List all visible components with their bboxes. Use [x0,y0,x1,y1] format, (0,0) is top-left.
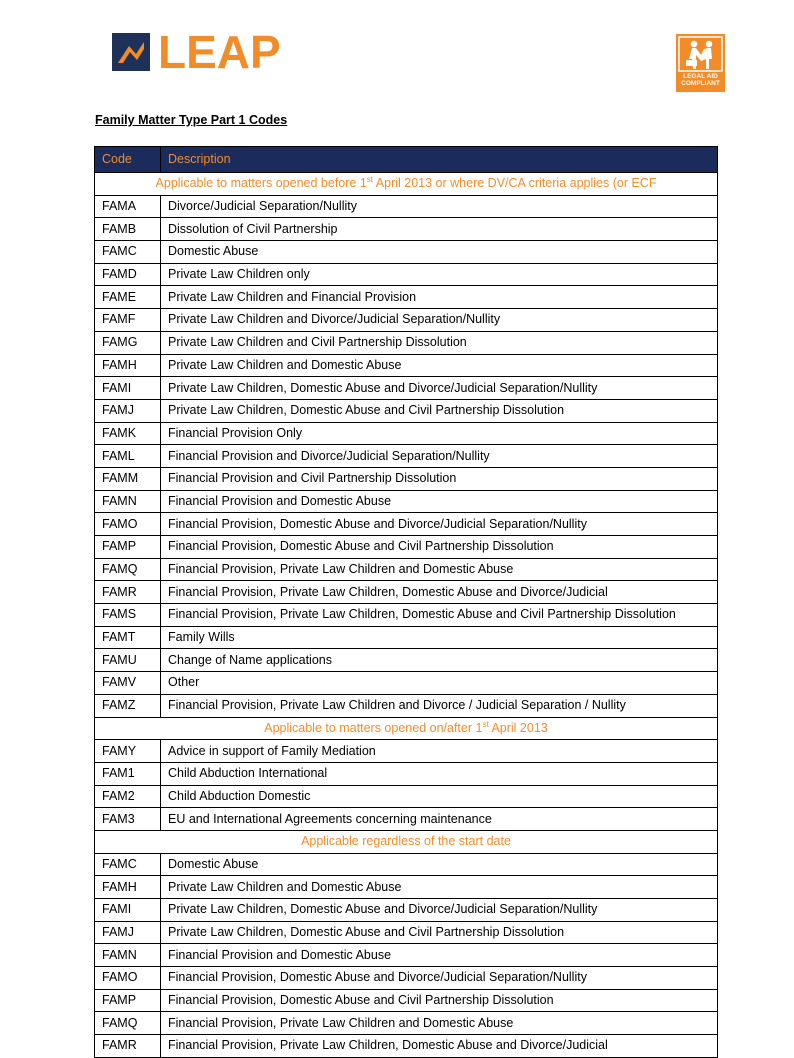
code-cell: FAM1 [95,762,161,785]
description-cell: Private Law Children, Domestic Abuse and Divorce/Judicial Separation/Nullity [161,899,718,922]
code-cell: FAM2 [95,785,161,808]
table-row [95,309,718,332]
code-cell: FAMQ [95,1012,161,1035]
table-row [95,785,718,808]
code-cell: FAMV [95,672,161,695]
code-cell: FAML [95,445,161,468]
description-cell: EU and International Agreements concerning maintenance [161,808,718,831]
description-cell: Financial Provision and Domestic Abuse [161,944,718,967]
description-cell: Private Law Children and Domestic Abuse [161,354,718,377]
description-cell: Other [161,672,718,695]
description-cell: Financial Provision, Private Law Children, Domestic Abuse and Divorce/Judicial [161,581,718,604]
table-row [95,422,718,445]
description-cell: Financial Provision Only [161,422,718,445]
table-row [95,1035,718,1058]
code-cell: FAMA [95,195,161,218]
description-cell: Change of Name applications [161,649,718,672]
description-cell: Financial Provision, Private Law Children, Domestic Abuse and Divorce/Judicial [161,1035,718,1058]
table-row [95,944,718,967]
table-row [95,263,718,286]
code-cell: FAMK [95,422,161,445]
section-heading [95,717,718,740]
table-row [95,876,718,899]
description-cell: Financial Provision, Private Law Children and Domestic Abuse [161,1012,718,1035]
description-cell: Child Abduction International [161,762,718,785]
table-row [95,853,718,876]
description-cell: Private Law Children and Divorce/Judicial Separation/Nullity [161,309,718,332]
table-row [95,399,718,422]
column-header-description: Description [161,147,718,173]
code-cell: FAM3 [95,808,161,831]
description-cell: Financial Provision, Domestic Abuse and Divorce/Judicial Separation/Nullity [161,513,718,536]
code-cell: FAMR [95,581,161,604]
code-cell: FAMH [95,876,161,899]
table-row [95,808,718,831]
legal-aid-figures-icon [677,35,724,73]
codes-table-body [95,173,718,1058]
description-cell: Dissolution of Civil Partnership [161,218,718,241]
table-row [95,604,718,627]
leap-logo-text: LEAP [158,26,281,78]
table-row [95,490,718,513]
description-cell: Financial Provision and Civil Partnership Dissolution [161,467,718,490]
code-cell: FAMM [95,467,161,490]
code-cell: FAMB [95,218,161,241]
code-cell: FAMF [95,309,161,332]
leap-logo [112,26,296,78]
table-row [95,218,718,241]
code-cell: FAMC [95,241,161,264]
section-heading-text: Applicable to matters opened before 1 [155,176,367,191]
table-row [95,377,718,400]
code-cell: FAMC [95,853,161,876]
description-cell: Domestic Abuse [161,853,718,876]
table-row [95,445,718,468]
description-cell: Private Law Children, Domestic Abuse and Civil Partnership Dissolution [161,921,718,944]
description-cell: Private Law Children and Financial Provision [161,286,718,309]
code-cell: FAMU [95,649,161,672]
code-cell: FAMQ [95,558,161,581]
description-cell: Financial Provision, Private Law Children, Domestic Abuse and Civil Partnership Dissolution [161,604,718,627]
code-cell: FAMI [95,899,161,922]
code-cell: FAMI [95,377,161,400]
section-heading-ordinal: st [366,175,374,185]
code-cell: FAMO [95,513,161,536]
leap-logo-mark-icon [112,33,150,71]
code-cell: FAMN [95,944,161,967]
section-heading-text: Applicable regardless of the start date [301,834,511,849]
description-cell: Private Law Children and Domestic Abuse [161,876,718,899]
description-cell: Private Law Children, Domestic Abuse and Divorce/Judicial Separation/Nullity [161,377,718,400]
code-cell: FAMP [95,536,161,559]
table-row [95,967,718,990]
code-cell: FAMJ [95,399,161,422]
section-heading-ordinal: st [482,719,489,729]
code-cell: FAMS [95,604,161,627]
table-row [95,694,718,717]
code-cell: FAMP [95,989,161,1012]
table-row [95,899,718,922]
page-title: Family Matter Type Part 1 Codes [95,113,288,127]
table-row [95,989,718,1012]
description-cell: Financial Provision, Private Law Children and Divorce / Judicial Separation / Nullity [161,694,718,717]
legal-aid-compliant-badge [676,34,725,92]
section-heading-text: Applicable to matters opened on/after 1 [264,720,483,735]
description-cell: Private Law Children only [161,263,718,286]
table-row [95,626,718,649]
code-cell: FAMN [95,490,161,513]
code-cell: FAME [95,286,161,309]
description-cell: Domestic Abuse [161,241,718,264]
description-cell: Family Wills [161,626,718,649]
description-cell: Divorce/Judicial Separation/Nullity [161,195,718,218]
table-row [95,241,718,264]
table-row [95,513,718,536]
code-cell: FAMD [95,263,161,286]
badge-label [676,73,725,87]
table-row [95,467,718,490]
table-row [95,536,718,559]
code-cell: FAMG [95,331,161,354]
badge-line-2: COMPLIANT [681,80,720,87]
section-heading-text-end: April 2013 [488,720,548,735]
section-heading-row [95,830,718,853]
table-row [95,195,718,218]
description-cell: Financial Provision and Divorce/Judicial Separation/Nullity [161,445,718,468]
table-row [95,558,718,581]
table-row [95,762,718,785]
description-cell: Child Abduction Domestic [161,785,718,808]
description-cell: Financial Provision, Domestic Abuse and Civil Partnership Dissolution [161,989,718,1012]
section-heading [95,830,718,853]
table-row [95,672,718,695]
code-cell: FAMY [95,740,161,763]
code-cell: FAMR [95,1035,161,1058]
column-header-code: Code [95,147,161,173]
code-cell: FAMZ [95,694,161,717]
description-cell: Financial Provision, Private Law Children and Domestic Abuse [161,558,718,581]
description-cell: Advice in support of Family Mediation [161,740,718,763]
section-heading [95,173,718,196]
section-heading-row [95,717,718,740]
description-cell: Financial Provision, Domestic Abuse and Divorce/Judicial Separation/Nullity [161,967,718,990]
table-row [95,286,718,309]
section-heading-text-end: April 2013 or where DV/CA criteria applies (or ECF [373,176,657,191]
section-heading-row [95,173,718,196]
table-row [95,740,718,763]
table-row [95,331,718,354]
code-cell: FAMO [95,967,161,990]
table-row [95,354,718,377]
description-cell: Financial Provision and Domestic Abuse [161,490,718,513]
table-row [95,649,718,672]
table-row [95,581,718,604]
description-cell: Private Law Children, Domestic Abuse and Civil Partnership Dissolution [161,399,718,422]
code-cell: FAMH [95,354,161,377]
description-cell: Private Law Children and Civil Partnership Dissolution [161,331,718,354]
table-row [95,1012,718,1035]
table-header-row [95,147,718,173]
code-cell: FAMJ [95,921,161,944]
table-row [95,921,718,944]
badge-line-1: LEGAL AID [683,73,718,80]
codes-table [94,146,718,1058]
description-cell: Financial Provision, Domestic Abuse and Civil Partnership Dissolution [161,536,718,559]
code-cell: FAMT [95,626,161,649]
